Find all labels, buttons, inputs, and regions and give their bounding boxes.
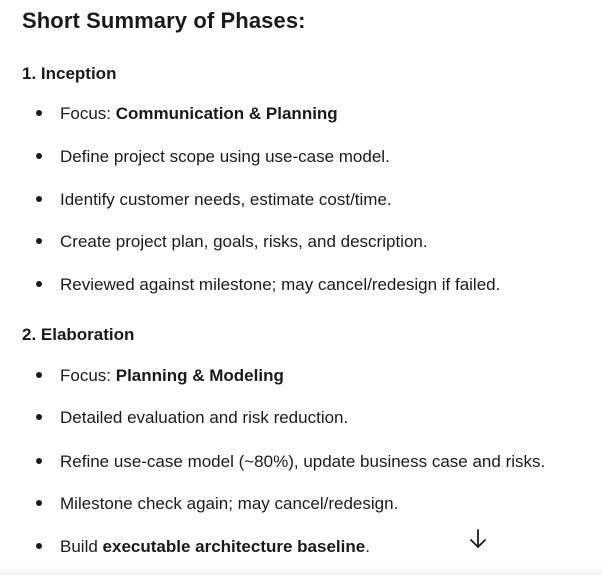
item-bold-text: Communication & Planning bbox=[115, 104, 338, 123]
item-text: Reviewed against milestone; may cancel/redesign if failed. bbox=[60, 275, 501, 294]
bullet-icon bbox=[36, 543, 42, 549]
item-text: Identify customer needs, estimate cost/time. bbox=[60, 190, 392, 209]
list-item bbox=[36, 366, 284, 386]
list-item bbox=[36, 147, 390, 167]
bullet-icon bbox=[36, 281, 42, 287]
item-text: Refine use-case model (~80%), update business case and risks. bbox=[60, 452, 546, 471]
bullet-icon bbox=[36, 196, 42, 202]
list-item bbox=[36, 190, 392, 210]
list-item bbox=[36, 408, 348, 428]
item-text: Milestone check again; may cancel/redesign. bbox=[60, 494, 399, 513]
phase-heading: 2. Elaboration bbox=[22, 325, 135, 344]
bullet-icon bbox=[36, 110, 42, 116]
bullet-icon bbox=[36, 458, 42, 464]
bullet-icon bbox=[36, 500, 42, 506]
scroll-down-button[interactable] bbox=[468, 528, 488, 550]
page-title: Short Summary of Phases: bbox=[22, 8, 306, 33]
bullet-icon bbox=[36, 153, 42, 159]
arrow-down-icon bbox=[468, 528, 488, 550]
list-item bbox=[36, 452, 545, 472]
item-text: Create project plan, goals, risks, and description. bbox=[60, 232, 428, 251]
list-item bbox=[36, 104, 338, 124]
list-item bbox=[36, 494, 398, 514]
item-text: Detailed evaluation and risk reduction. bbox=[60, 408, 349, 427]
bottom-fade bbox=[0, 565, 602, 575]
list-item bbox=[36, 275, 500, 295]
item-text: Build bbox=[60, 537, 103, 556]
bullet-icon bbox=[36, 238, 42, 244]
phase-heading: 1. Inception bbox=[22, 64, 117, 83]
item-text: Define project scope using use-case model. bbox=[60, 147, 390, 166]
item-text: Focus: bbox=[60, 104, 116, 123]
bullet-icon bbox=[36, 414, 42, 420]
item-text: Focus: bbox=[60, 366, 116, 385]
list-item bbox=[36, 537, 370, 557]
item-bold-text: Planning & Modeling bbox=[115, 366, 284, 385]
item-suffix: . bbox=[365, 537, 370, 556]
item-bold-text: executable architecture baseline bbox=[102, 537, 366, 556]
bullet-icon bbox=[36, 372, 42, 378]
list-item bbox=[36, 232, 428, 252]
